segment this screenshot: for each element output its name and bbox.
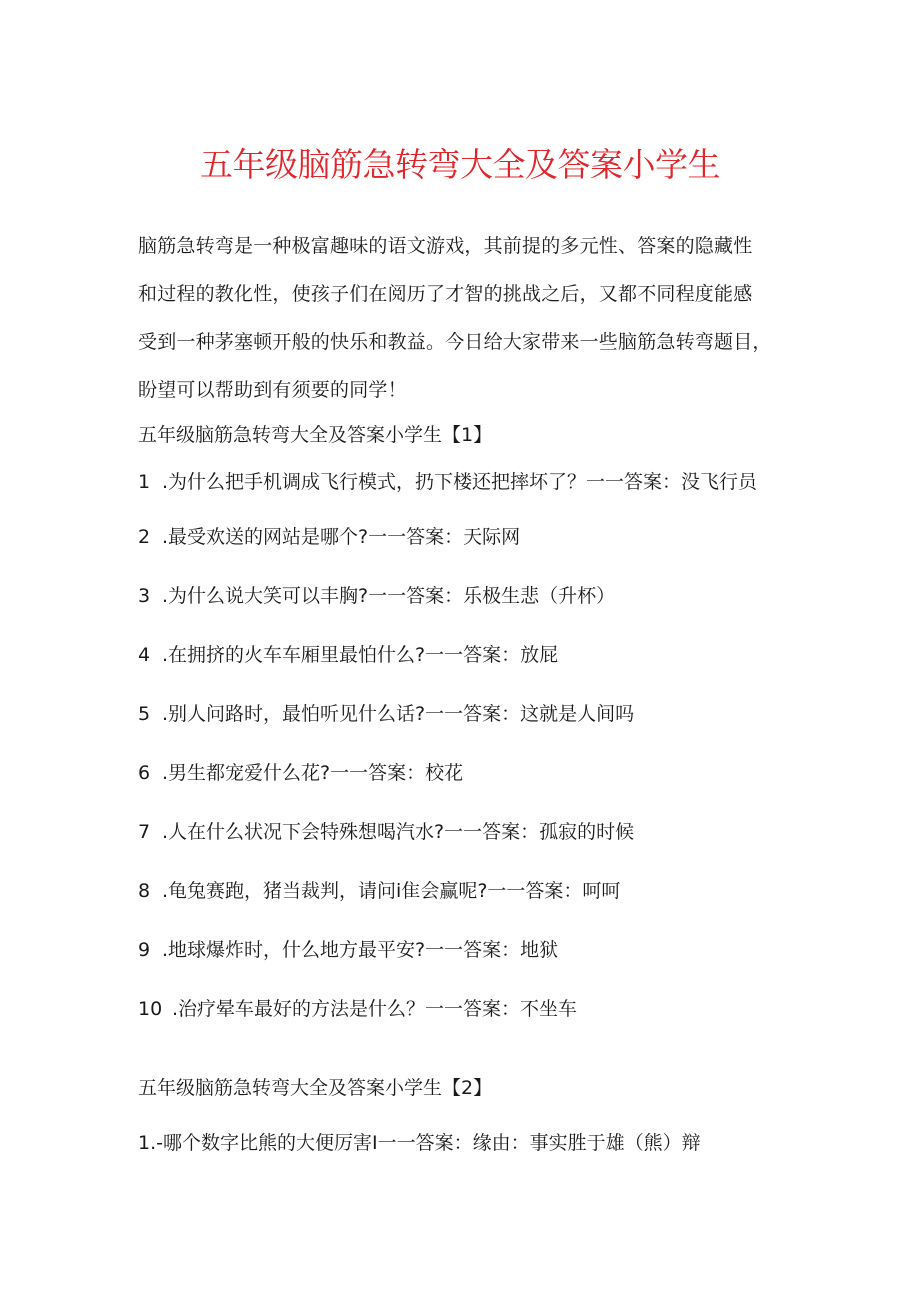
section-heading-2: 五年级脑筋急转弯大全及答案小学生【2】 (138, 1077, 493, 1099)
item-text: .在拥挤的火车车厢里最怕什么?一一答案：放屁 (162, 644, 559, 666)
item-text: .最受欢送的网站是哪个?一一答案：天际网 (162, 526, 521, 548)
item-text: .治疗晕车最好的方法是什么？一一答案：不坐车 (172, 998, 578, 1020)
intro-line: 和过程的教化性，使孩子们在阅历了才智的挑战之后，又都不同程度能感 (138, 283, 753, 305)
item-number: 8 (138, 880, 151, 902)
list-item (138, 758, 463, 788)
list-item (138, 699, 634, 729)
list-item (138, 1128, 701, 1158)
list-item (138, 467, 757, 497)
item-number: 6 (138, 762, 151, 784)
item-number: 2 (138, 526, 151, 548)
item-text: -哪个数字比熊的大便厉害I一一答案：缘由：事实胜于雄（熊）辩 (156, 1132, 701, 1154)
item-text: .男生都宠爱什么花?一一答案：校花 (162, 762, 464, 784)
item-number: 9 (138, 939, 151, 961)
list-item (138, 640, 558, 670)
list-item (138, 817, 634, 847)
item-text: .人在什么状况下会特殊想喝汽水?一一答案：孤寂的时候 (162, 821, 635, 843)
item-text: .为什么说大笑可以丰胸?一一答案：乐极生悲（升杯） (162, 585, 616, 607)
list-item (138, 522, 520, 552)
item-number: 10 (138, 998, 163, 1020)
list-item (138, 935, 558, 965)
section-heading-1: 五年级脑筋急转弯大全及答案小学生【1】 (138, 424, 493, 446)
list-item (138, 581, 615, 611)
item-number: 4 (138, 644, 151, 666)
intro-line: 脑筋急转弯是一种极富趣味的语文游戏，其前提的多元性、答案的隐藏性 (138, 235, 753, 257)
intro-line: 受到一种茅塞顿开般的快乐和教益。今日给大家带来一些脑筋急转弯题目， (138, 331, 772, 353)
item-text: .别人问路时，最怕听见什么话?一一答案：这就是人间吗 (162, 703, 635, 725)
item-number: 1 (138, 471, 151, 493)
item-number: 7 (138, 821, 151, 843)
list-item (138, 876, 620, 906)
list-item (138, 994, 577, 1024)
item-text: .为什么把手机调成飞行模式，扔下楼还把摔坏了？一一答案：没飞行员 (162, 471, 758, 493)
item-text: .地球爆炸时，什么地方最平安?一一答案：地狱 (162, 939, 559, 961)
item-number: 1. (138, 1132, 157, 1154)
intro-line: 盼望可以帮助到有须要的同学！ (138, 379, 407, 401)
item-number: 5 (138, 703, 151, 725)
item-text: .龟兔赛跑，猪当裁判，请问i隹会赢呢?一一答案：呵呵 (162, 880, 621, 902)
intro-paragraph (138, 222, 798, 414)
item-number: 3 (138, 585, 151, 607)
document-title: 五年级脑筋急转弯大全及答案小学生 (200, 145, 720, 184)
